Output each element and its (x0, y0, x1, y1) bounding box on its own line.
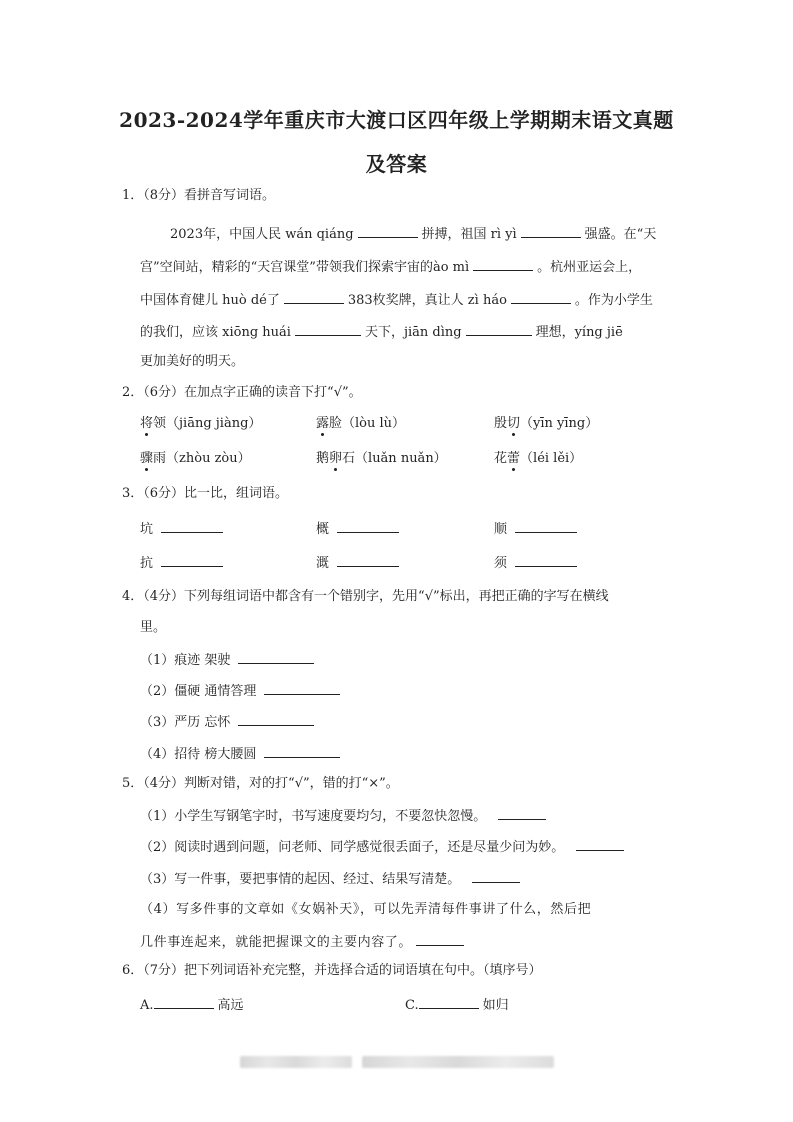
dotted-char: 将 (140, 416, 154, 431)
answer-blank[interactable] (515, 552, 577, 567)
q5-text: （1）小学生写钢笔字时，书写速度要均匀，不要忽快忽慢。 (140, 809, 487, 824)
q2-option: 领（jiāng jiàng） (153, 416, 262, 431)
answer-blank[interactable] (515, 518, 577, 533)
page-title: 2023-2024学年重庆市大渡口区四年级上学期期末语文真题 (119, 108, 674, 132)
answer-blank[interactable] (511, 289, 571, 304)
q3-item (316, 518, 403, 540)
q6-heading: 6．（7分）把下列词语补充完整，并选择合适的词语填在句中。（填序号） (122, 963, 542, 978)
q5-item-cont (140, 931, 468, 953)
q1-text: 中国体育健儿 huò dé了 (140, 293, 280, 308)
q2-char: 殷 (494, 416, 508, 431)
answer-blank[interactable] (295, 321, 361, 336)
q2-item-d (140, 449, 251, 469)
answer-blank[interactable] (337, 518, 399, 533)
answer-blank[interactable] (337, 552, 399, 567)
q1-text: 宫”空间站，精彩的“天宫课堂”带领我们探索宇宙的ào mì (140, 260, 470, 275)
footer-watermark (240, 1056, 352, 1068)
q3-char: 顺 (494, 522, 508, 537)
q3-heading: 3．（6分）比一比，组词语。 (122, 486, 289, 501)
q4-item (140, 680, 344, 702)
q2-option: 雨（zhòu zòu） (153, 451, 251, 466)
q4-heading: 4．（4分）下列每组词语中都含有一个错别字，先用“√”标出，再把正确的字写在横线 (122, 589, 609, 604)
q1-line3 (140, 289, 653, 311)
q4-text: （1）痕迹 架驶 (140, 653, 231, 668)
q2-item-a (140, 414, 261, 434)
q2-item-f (494, 449, 582, 469)
q2-option: （yīn yīng） (520, 416, 599, 431)
answer-blank[interactable] (473, 256, 533, 271)
q4-text: （2）僵硬 通情答理 (140, 684, 257, 699)
q6-text: 如归 (482, 998, 509, 1013)
q3-item (140, 552, 227, 574)
q3-char: 坑 (140, 522, 154, 537)
answer-blank[interactable] (466, 321, 532, 336)
q1-text: 。作为小学生 (574, 293, 653, 308)
q3-char: 溉 (316, 556, 330, 571)
answer-blank[interactable] (154, 994, 214, 1009)
q2-heading: 2．（6分）在加点字正确的读音下打“√”。 (122, 385, 362, 400)
q2-item-b (316, 414, 405, 434)
dotted-char: 卵 (329, 451, 343, 466)
dotted-char: 露 (316, 416, 330, 431)
q1-text: 强盛。在“天 (584, 227, 657, 242)
q1-heading: 1．（8分）看拼音写词语。 (122, 188, 276, 203)
q5-text: （3）写一件事，要把事情的起因、经过、结果写清楚。 (140, 872, 461, 887)
answer-blank[interactable] (498, 805, 546, 820)
q1-text: 拼搏，祖国 rì yì (421, 227, 517, 242)
q1-line4 (140, 321, 623, 343)
q1-text: 天下，jiān dìng (364, 325, 462, 340)
q5-item: （4）写多件事的文章如《女娲补天》，可以先弄清每件事讲了什么，然后把 (140, 902, 592, 917)
q3-char: 抗 (140, 556, 154, 571)
answer-blank[interactable] (521, 223, 581, 238)
answer-blank[interactable] (264, 680, 340, 695)
answer-blank[interactable] (161, 552, 223, 567)
q2-option: 脸（lòu lù） (329, 416, 406, 431)
q5-text: 几件事连起来，就能把握课文的主要内容了。 (140, 935, 413, 950)
q5-item (140, 836, 628, 858)
q5-item (140, 805, 550, 827)
q5-heading: 5．（4分）判断对错，对的打“√”，错的打“×”。 (122, 776, 399, 791)
q1-line1 (170, 223, 656, 245)
q4-item (140, 649, 318, 671)
answer-blank[interactable] (358, 223, 418, 238)
q1-line2 (140, 256, 641, 278)
q3-char: 概 (316, 522, 330, 537)
answer-blank[interactable] (416, 931, 464, 946)
dotted-char: 切 (507, 416, 521, 431)
dotted-char: 骤 (140, 451, 154, 466)
answer-blank[interactable] (264, 743, 340, 758)
q5-text: （2）阅读时遇到问题，问老师、同学感觉很丢面子，还是尽量少问为妙。 (140, 840, 565, 855)
q1-text: 的我们，应该 xiōng huái (140, 325, 291, 340)
q4-item (140, 743, 344, 765)
q4-text: （3）严历 忘怀 (140, 715, 231, 730)
q6-label: C. (405, 998, 419, 1013)
footer-watermark (362, 1056, 554, 1068)
q3-item (494, 518, 581, 540)
q1-text: 383枚奖牌，真让人 zì háo (347, 293, 507, 308)
q6-item-c (405, 994, 509, 1016)
q3-char: 须 (494, 556, 508, 571)
q2-char: 鹅 (316, 451, 330, 466)
q4-text: （4）招待 榜大腰圆 (140, 747, 257, 762)
q4-heading-cont: 里。 (140, 620, 167, 635)
q4-item (140, 711, 318, 733)
q3-item (316, 552, 403, 574)
dotted-char: 蕾 (507, 451, 521, 466)
page-title-line2: 及答案 (365, 152, 428, 176)
q1-text: 。杭州亚运会上， (537, 260, 642, 275)
answer-blank[interactable] (576, 836, 624, 851)
q2-option: 石（luǎn nuǎn） (342, 451, 447, 466)
q3-item (140, 518, 227, 540)
q1-text: 理想，yíng jiē (535, 325, 623, 340)
answer-blank[interactable] (161, 518, 223, 533)
answer-blank[interactable] (284, 289, 344, 304)
q6-text: 高远 (217, 998, 244, 1013)
q2-item-e (316, 449, 447, 469)
q6-label: A. (140, 998, 154, 1013)
q6-item-a (140, 994, 244, 1016)
q1-text: 2023年，中国人民 wán qiáng (170, 227, 354, 242)
answer-blank[interactable] (238, 649, 314, 664)
q2-option: （léi lěi） (520, 451, 583, 466)
q2-item-c (494, 414, 598, 434)
q5-item (140, 868, 524, 890)
answer-blank[interactable] (238, 711, 314, 726)
q3-item (494, 552, 581, 574)
q2-char: 花 (494, 451, 508, 466)
answer-blank[interactable] (472, 868, 520, 883)
answer-blank[interactable] (419, 994, 479, 1009)
q1-line5: 更加美好的明天。 (140, 354, 245, 369)
